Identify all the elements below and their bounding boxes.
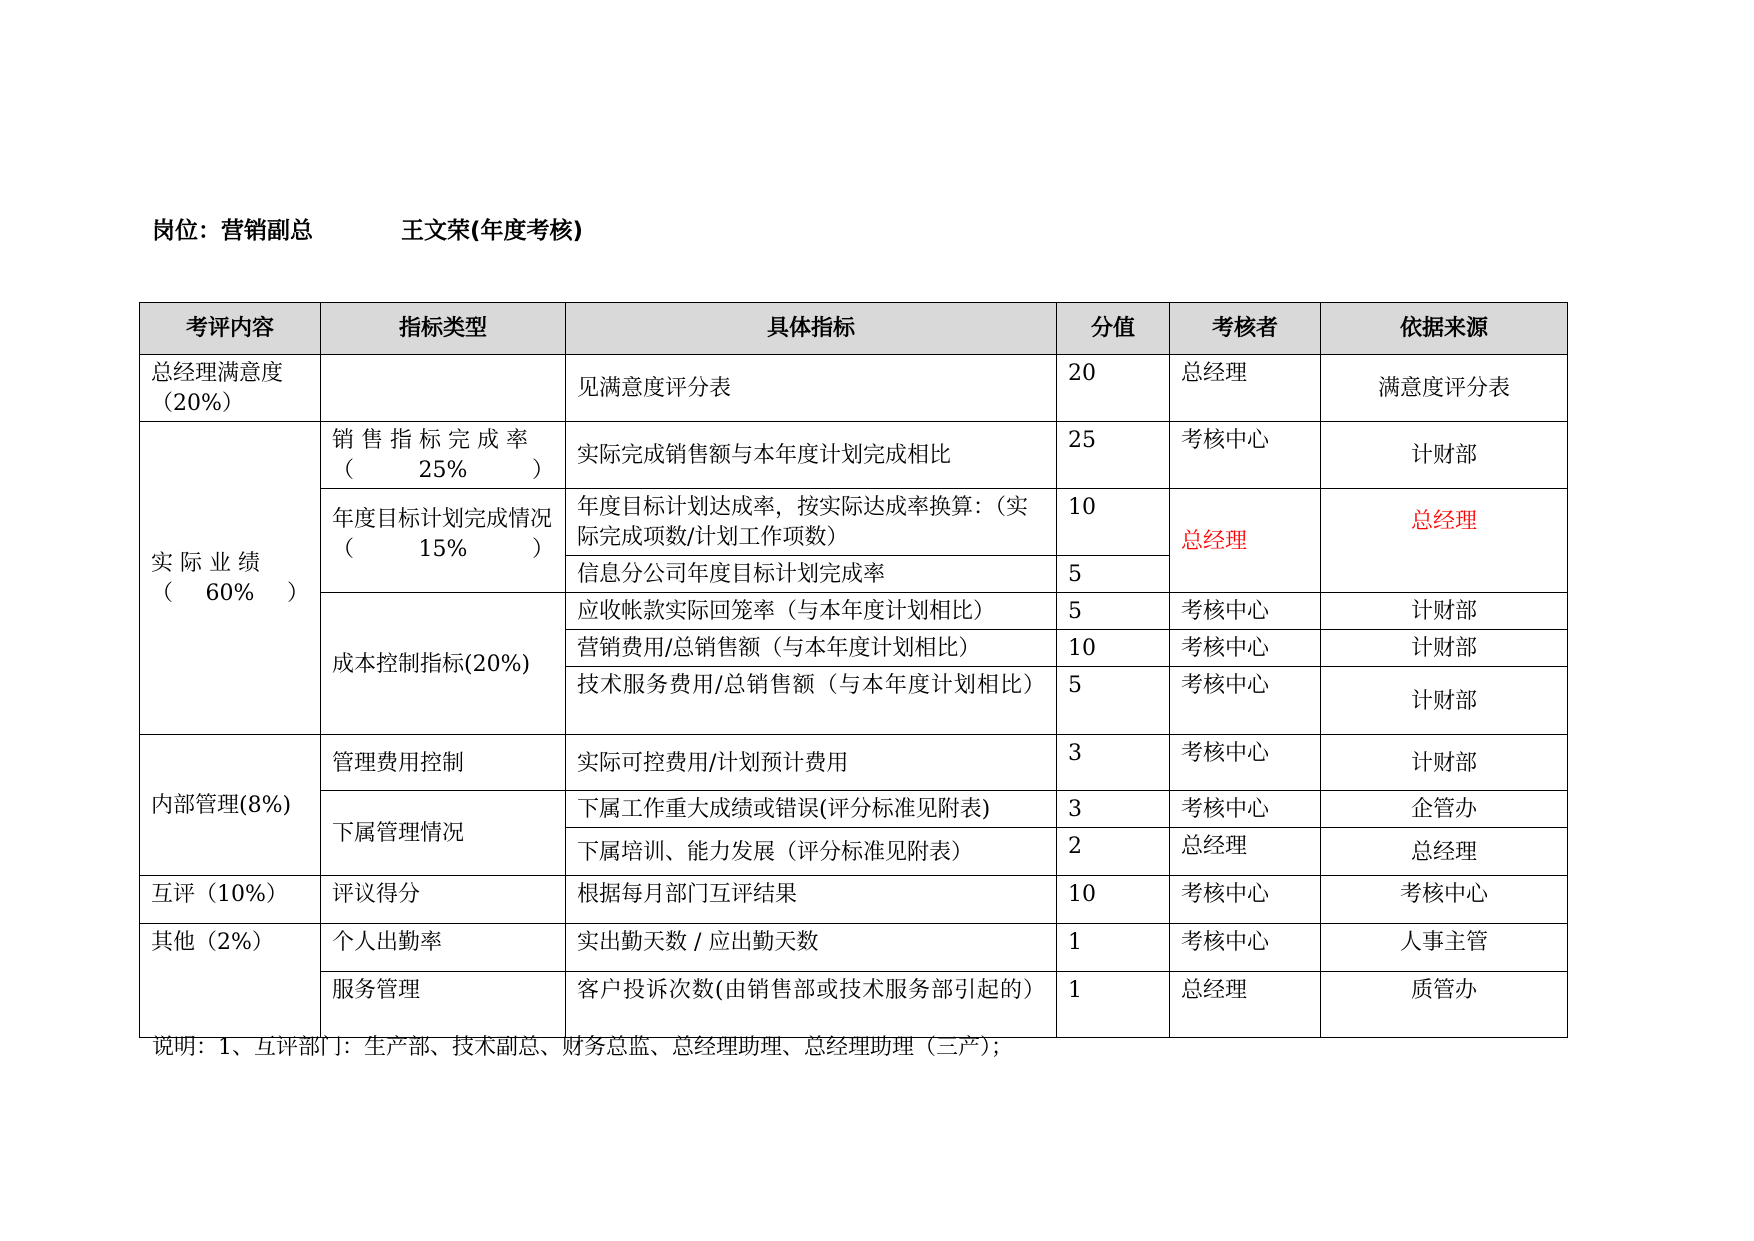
post-label: 岗位：营销副总: [152, 218, 313, 244]
indicator-cell: 客户投诉次数(由销售部或技术服务部引起的）: [566, 972, 1057, 1038]
score-cell: 1: [1057, 972, 1170, 1038]
score-cell: 3: [1057, 791, 1170, 828]
header-cell: 具体指标: [566, 303, 1057, 355]
indicator-cell: 下属工作重大成绩或错误(评分标准见附表): [566, 791, 1057, 828]
page-title: [152, 212, 583, 245]
type-cell: 服务管理: [321, 972, 566, 1038]
table-row: [140, 972, 1568, 1038]
content-cell: 总经理满意度（20%）: [140, 355, 321, 422]
source-cell: 计财部: [1321, 667, 1568, 735]
content-cell: 内部管理(8%): [140, 735, 321, 876]
score-cell: 10: [1057, 489, 1170, 556]
source-cell: 计财部: [1321, 422, 1568, 489]
assessor-cell: 总经理: [1170, 828, 1321, 876]
score-cell: 3: [1057, 735, 1170, 791]
source-cell: 计财部: [1321, 630, 1568, 667]
indicator-cell: 技术服务费用/总销售额（与本年度计划相比）: [566, 667, 1057, 735]
header-cell: 指标类型: [321, 303, 566, 355]
source-cell: 企管办: [1321, 791, 1568, 828]
assessor-cell: 考核中心: [1170, 735, 1321, 791]
assessor-cell: 考核中心: [1170, 630, 1321, 667]
type-cell: 个人出勤率: [321, 924, 566, 972]
table-row: [140, 422, 1568, 489]
content-cell: 实 际 业 绩（60%）: [140, 422, 321, 735]
assessor-cell: 考核中心: [1170, 791, 1321, 828]
indicator-cell: 见满意度评分表: [566, 355, 1057, 422]
score-cell: 5: [1057, 593, 1170, 630]
content-cell: 其他（2%）: [140, 924, 321, 1038]
indicator-cell: 应收帐款实际回笼率（与本年度计划相比）: [566, 593, 1057, 630]
source-cell: 质管办: [1321, 972, 1568, 1038]
score-cell: 25: [1057, 422, 1170, 489]
table-row: [140, 735, 1568, 791]
type-cell: 评议得分: [321, 876, 566, 924]
score-cell: 5: [1057, 556, 1170, 593]
type-cell: 成本控制指标(20%): [321, 593, 566, 735]
assessor-cell: 考核中心: [1170, 876, 1321, 924]
indicator-cell: 下属培训、能力发展（评分标准见附表）: [566, 828, 1057, 876]
assessor-cell: 考核中心: [1170, 667, 1321, 735]
source-cell: 总经理: [1321, 828, 1568, 876]
source-cell: 计财部: [1321, 735, 1568, 791]
assessor-cell: 考核中心: [1170, 422, 1321, 489]
source-cell: 考核中心: [1321, 876, 1568, 924]
content-cell: 互评（10%）: [140, 876, 321, 924]
kpi-table: [139, 302, 1568, 1038]
assessor-cell: 总经理: [1170, 972, 1321, 1038]
assessor-cell: 考核中心: [1170, 924, 1321, 972]
score-cell: 2: [1057, 828, 1170, 876]
type-cell: 管理费用控制: [321, 735, 566, 791]
assessor-cell: 考核中心: [1170, 593, 1321, 630]
employee-name: 王文荣(年度考核): [401, 218, 584, 244]
table-row: [140, 489, 1568, 556]
assessor-cell: 总经理: [1170, 355, 1321, 422]
table-row: [140, 924, 1568, 972]
indicator-cell: 年度目标计划达成率，按实际达成率换算：（实际完成项数/计划工作项数）: [566, 489, 1057, 556]
score-cell: 10: [1057, 630, 1170, 667]
header-cell: 考核者: [1170, 303, 1321, 355]
indicator-cell: 实际完成销售额与本年度计划完成相比: [566, 422, 1057, 489]
footnote: 说明：1、互评部门：生产部、技术副总、财务总监、总经理助理、总经理助理（三产）；: [152, 1035, 1014, 1060]
indicator-cell: 根据每月部门互评结果: [566, 876, 1057, 924]
score-cell: 10: [1057, 876, 1170, 924]
indicator-cell: 实出勤天数 / 应出勤天数: [566, 924, 1057, 972]
indicator-cell: 营销费用/总销售额（与本年度计划相比）: [566, 630, 1057, 667]
type-cell: [321, 355, 566, 422]
type-cell: 下属管理情况: [321, 791, 566, 876]
indicator-cell: 实际可控费用/计划预计费用: [566, 735, 1057, 791]
source-cell: 计财部: [1321, 593, 1568, 630]
source-cell: 满意度评分表: [1321, 355, 1568, 422]
table-row: [140, 876, 1568, 924]
assessor-cell: 总经理: [1170, 489, 1321, 593]
score-cell: 5: [1057, 667, 1170, 735]
indicator-cell: 信息分公司年度目标计划完成率: [566, 556, 1057, 593]
header-row: [140, 303, 1568, 355]
score-cell: 20: [1057, 355, 1170, 422]
table-row: [140, 791, 1568, 828]
type-cell: 销 售 指 标 完 成 率（25%）: [321, 422, 566, 489]
header-cell: 分值: [1057, 303, 1170, 355]
type-cell: 年度目标计划完成情况（15%）: [321, 489, 566, 593]
source-cell: 总经理: [1321, 489, 1568, 593]
score-cell: 1: [1057, 924, 1170, 972]
table-row: [140, 355, 1568, 422]
table-row: [140, 593, 1568, 630]
header-cell: 考评内容: [140, 303, 321, 355]
source-cell: 人事主管: [1321, 924, 1568, 972]
header-cell: 依据来源: [1321, 303, 1568, 355]
